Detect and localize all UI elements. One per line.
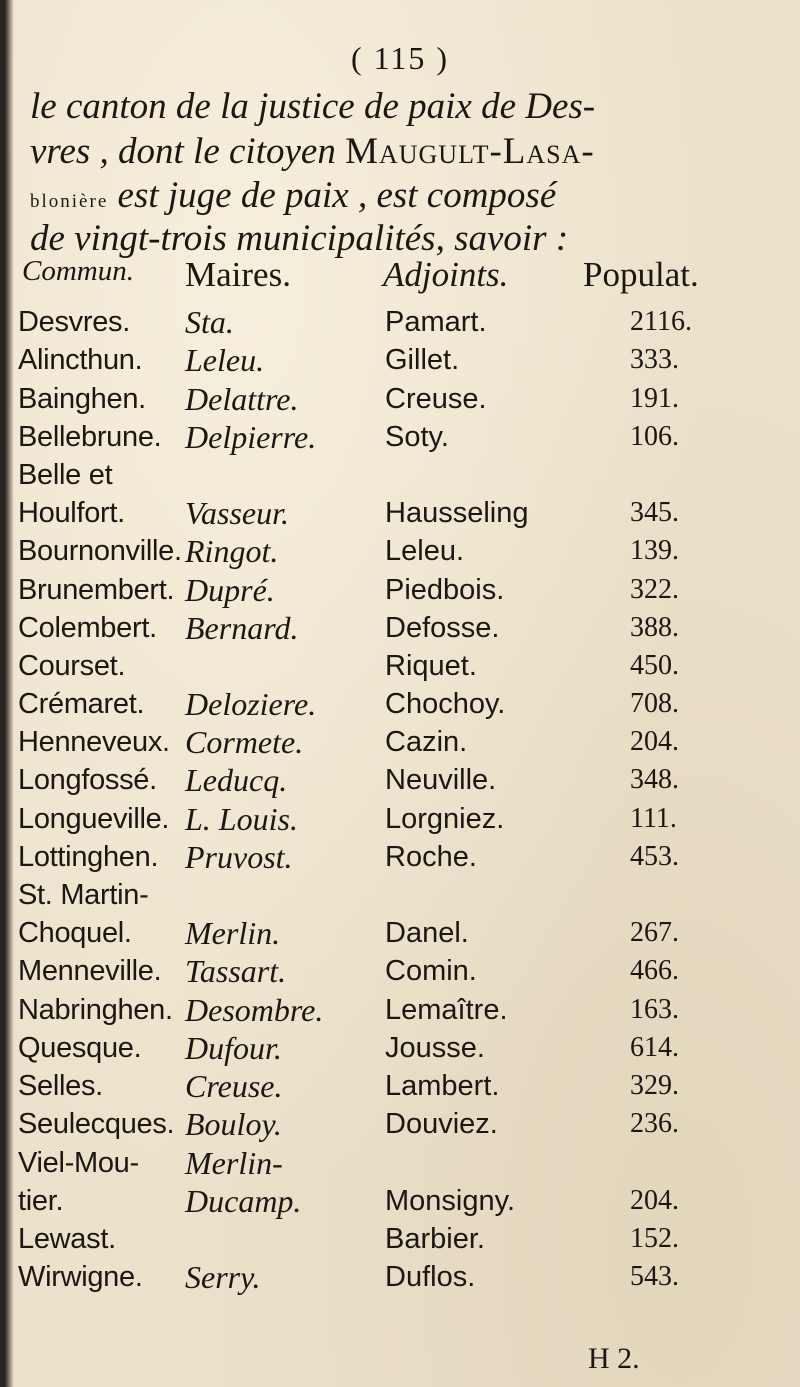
commune-name-line: St. Martin-	[18, 879, 149, 912]
judge-name-end: blonière	[30, 191, 109, 212]
table-row	[0, 1260, 800, 1298]
commune-name-line: Viel-Mou-	[18, 1146, 139, 1179]
maire-name	[185, 991, 323, 1029]
maire-name	[185, 609, 298, 647]
adjoint-name: Creuse.	[385, 382, 487, 415]
commune-name-line: Longfossé.	[18, 764, 157, 797]
population-value: 450.	[630, 649, 679, 681]
maire-name-line: Merlin-	[185, 1144, 283, 1181]
adjoint-name: Barbier.	[385, 1222, 485, 1255]
maire-name-line: Leducq.	[185, 762, 288, 799]
adjoint-name: Lorgniez.	[385, 802, 505, 835]
population-value: 191.	[630, 382, 679, 414]
table-row	[0, 763, 800, 801]
commune-name	[18, 532, 182, 570]
population-value: 543.	[630, 1260, 679, 1292]
population-value: 708.	[630, 688, 679, 720]
maire-name	[185, 952, 286, 990]
commune-name-line: Seulecques.	[18, 1108, 175, 1141]
municipality-table	[0, 305, 800, 1298]
column-header-population: Populat.	[583, 255, 699, 294]
table-row	[0, 1145, 800, 1221]
maire-name	[185, 532, 278, 570]
population-value: 614.	[630, 1031, 679, 1063]
adjoint-name: Lambert.	[385, 1069, 500, 1102]
maire-name	[185, 838, 293, 876]
adjoint-name: Soty.	[385, 420, 449, 453]
maire-name	[185, 380, 298, 418]
table-row	[0, 381, 800, 419]
table-row	[0, 305, 800, 343]
table-row	[0, 954, 800, 992]
population-value: 348.	[630, 764, 679, 796]
intro-line-2	[30, 131, 772, 173]
adjoint-name: Douviez.	[385, 1108, 498, 1141]
maire-name	[185, 914, 280, 952]
adjoint-name: Pamart.	[385, 306, 487, 339]
maire-name-line: Delattre.	[185, 380, 299, 417]
column-header-maires: Maires.	[185, 255, 291, 294]
table-row	[0, 420, 800, 458]
commune-name	[18, 303, 130, 341]
commune-name-line: Houlfort.	[18, 497, 125, 530]
commune-name-line: Selles.	[18, 1069, 103, 1102]
maire-name-line: Cormete.	[185, 724, 304, 761]
commune-name-line: Courset.	[18, 649, 126, 682]
table-row	[0, 992, 800, 1030]
maire-name	[185, 685, 316, 723]
commune-name-line: Desvres.	[18, 306, 131, 339]
commune-name-line: Menneville.	[18, 955, 162, 988]
commune-name	[18, 1220, 116, 1258]
adjoint-name: Hausseling	[385, 497, 529, 530]
maire-name-line: Vasseur.	[185, 495, 290, 532]
commune-name-line: Brunembert.	[18, 573, 175, 606]
adjoint-name: Chochoy.	[385, 688, 506, 721]
table-row	[0, 840, 800, 878]
maire-name-line: Sta.	[185, 304, 234, 341]
adjoint-name: Cazin.	[385, 726, 468, 759]
commune-name	[18, 1258, 143, 1296]
commune-name-line: Belle et	[18, 459, 113, 492]
adjoint-name: Danel.	[385, 917, 469, 950]
commune-name-line: Colembert.	[18, 611, 157, 644]
adjoint-name: Roche.	[385, 840, 477, 873]
commune-name	[18, 456, 125, 532]
commune-name-line: Nabringhen.	[18, 993, 173, 1026]
commune-name	[18, 800, 169, 838]
population-value: 204.	[630, 1184, 679, 1216]
maire-name-line: Desombre.	[185, 991, 324, 1028]
page-number: ( 115 )	[350, 40, 450, 76]
table-row	[0, 343, 800, 381]
commune-name-line: Bellebrune.	[18, 420, 162, 453]
population-value: 466.	[630, 955, 679, 987]
table-row	[0, 458, 800, 534]
adjoint-name: Defosse.	[385, 611, 500, 644]
maire-name-line: Serry.	[185, 1258, 261, 1295]
population-value: 139.	[630, 535, 679, 567]
adjoint-name: Monsigny.	[385, 1184, 516, 1217]
commune-name-line: Alincthun.	[18, 344, 143, 377]
population-value: 163.	[630, 993, 679, 1025]
maire-name	[185, 1144, 301, 1220]
commune-name-line: Choquel.	[18, 917, 132, 950]
commune-name-line: Quesque.	[18, 1031, 142, 1064]
population-value: 106.	[630, 420, 679, 452]
population-value: 388.	[630, 611, 679, 643]
population-value: 111.	[630, 802, 677, 834]
table-row	[0, 687, 800, 725]
maire-name-line: Merlin.	[185, 915, 281, 952]
commune-name-line: Wirwigne.	[18, 1260, 143, 1293]
table-row	[0, 801, 800, 839]
commune-name-line: tier.	[18, 1184, 64, 1217]
maire-name-line: Pruvost.	[185, 838, 293, 875]
maire-name	[185, 494, 289, 532]
commune-name-line: Crémaret.	[18, 688, 145, 721]
maire-name	[185, 571, 275, 609]
table-row	[0, 572, 800, 610]
commune-name	[18, 761, 157, 799]
population-value: 267.	[630, 917, 679, 949]
commune-name	[18, 876, 148, 952]
commune-name	[18, 1029, 141, 1067]
commune-name	[18, 1105, 174, 1143]
population-value: 322.	[630, 573, 679, 605]
maire-name	[185, 1067, 282, 1105]
commune-name	[18, 838, 158, 876]
population-value: 204.	[630, 726, 679, 758]
maire-name	[185, 1029, 282, 1067]
commune-name	[18, 380, 146, 418]
adjoint-name: Riquet.	[385, 649, 477, 682]
maire-name-line: Leleu.	[185, 342, 265, 379]
maire-name-line: Bernard.	[185, 609, 299, 646]
commune-name-line: Lewast.	[18, 1222, 116, 1255]
commune-name-line: Bainghen.	[18, 382, 146, 415]
maire-name-line: L. Louis.	[185, 800, 298, 837]
adjoint-name: Comin.	[385, 955, 477, 988]
intro-line-1: le canton de la justice de paix de Des-	[30, 86, 596, 127]
commune-name	[18, 1067, 103, 1105]
adjoint-name: Gillet.	[385, 344, 460, 377]
table-row	[0, 611, 800, 649]
maire-name	[185, 1105, 282, 1143]
commune-name	[18, 647, 125, 685]
adjoint-name: Piedbois.	[385, 573, 505, 606]
table-row	[0, 1069, 800, 1107]
maire-name-line: Tassart.	[185, 953, 287, 990]
signature-mark: H 2.	[588, 1342, 640, 1375]
maire-name	[185, 800, 298, 838]
maire-name	[185, 341, 264, 379]
commune-name	[18, 952, 161, 990]
adjoint-name: Duflos.	[385, 1260, 476, 1293]
table-row	[0, 649, 800, 687]
commune-name	[18, 1144, 139, 1220]
commune-name	[18, 723, 170, 761]
population-value: 2116.	[630, 306, 692, 338]
maire-name-line: Deloziere.	[185, 686, 317, 723]
maire-name-line: Creuse.	[185, 1067, 283, 1104]
intro-line-3	[30, 175, 772, 223]
table-row	[0, 534, 800, 572]
table-row	[0, 1222, 800, 1260]
commune-name-line: Bournonville.	[18, 535, 182, 568]
commune-name	[18, 991, 173, 1029]
table-row	[0, 878, 800, 954]
maire-name-line: Delpierre.	[185, 418, 317, 455]
maire-name	[185, 303, 234, 341]
population-value: 152.	[630, 1222, 679, 1254]
table-row	[0, 725, 800, 763]
population-value: 453.	[630, 840, 679, 872]
maire-name-line: Ringot.	[185, 533, 279, 570]
maire-name-line: Ducamp.	[185, 1182, 302, 1219]
adjoint-name: Neuville.	[385, 764, 497, 797]
intro-line-2-text: vres , dont le citoyen	[30, 131, 346, 172]
population-value: 333.	[630, 344, 679, 376]
commune-name-line: Lottinghen.	[18, 840, 159, 873]
population-value: 236.	[630, 1108, 679, 1140]
population-value: 345.	[630, 497, 679, 529]
adjoint-name: Leleu.	[385, 535, 465, 568]
maire-name	[185, 761, 287, 799]
intro-line-4: de vingt-trois municipalités, savoir :	[30, 218, 569, 259]
column-header-adjoints: Adjoints.	[383, 255, 509, 294]
commune-name	[18, 571, 174, 609]
commune-name	[18, 685, 144, 723]
column-header-commune: Commun.	[22, 255, 134, 287]
judge-name: Maugult-Lasa-	[345, 131, 595, 172]
adjoint-name: Jousse.	[385, 1031, 485, 1064]
commune-name-line: Longueville.	[18, 802, 170, 835]
commune-name	[18, 341, 142, 379]
maire-name	[185, 418, 316, 456]
table-row	[0, 1107, 800, 1145]
maire-name	[185, 1258, 261, 1296]
population-value: 329.	[630, 1069, 679, 1101]
commune-name-line: Henneveux.	[18, 726, 170, 759]
commune-name	[18, 609, 157, 647]
adjoint-name: Lemaître.	[385, 993, 508, 1026]
commune-name	[18, 418, 161, 456]
maire-name-line: Dupré.	[185, 571, 275, 608]
maire-name-line: Dufour.	[185, 1029, 282, 1066]
intro-line-3-text: est juge de paix , est composé	[108, 175, 557, 216]
table-row	[0, 1031, 800, 1069]
maire-name	[185, 723, 303, 761]
maire-name-line: Bouloy.	[185, 1106, 282, 1143]
